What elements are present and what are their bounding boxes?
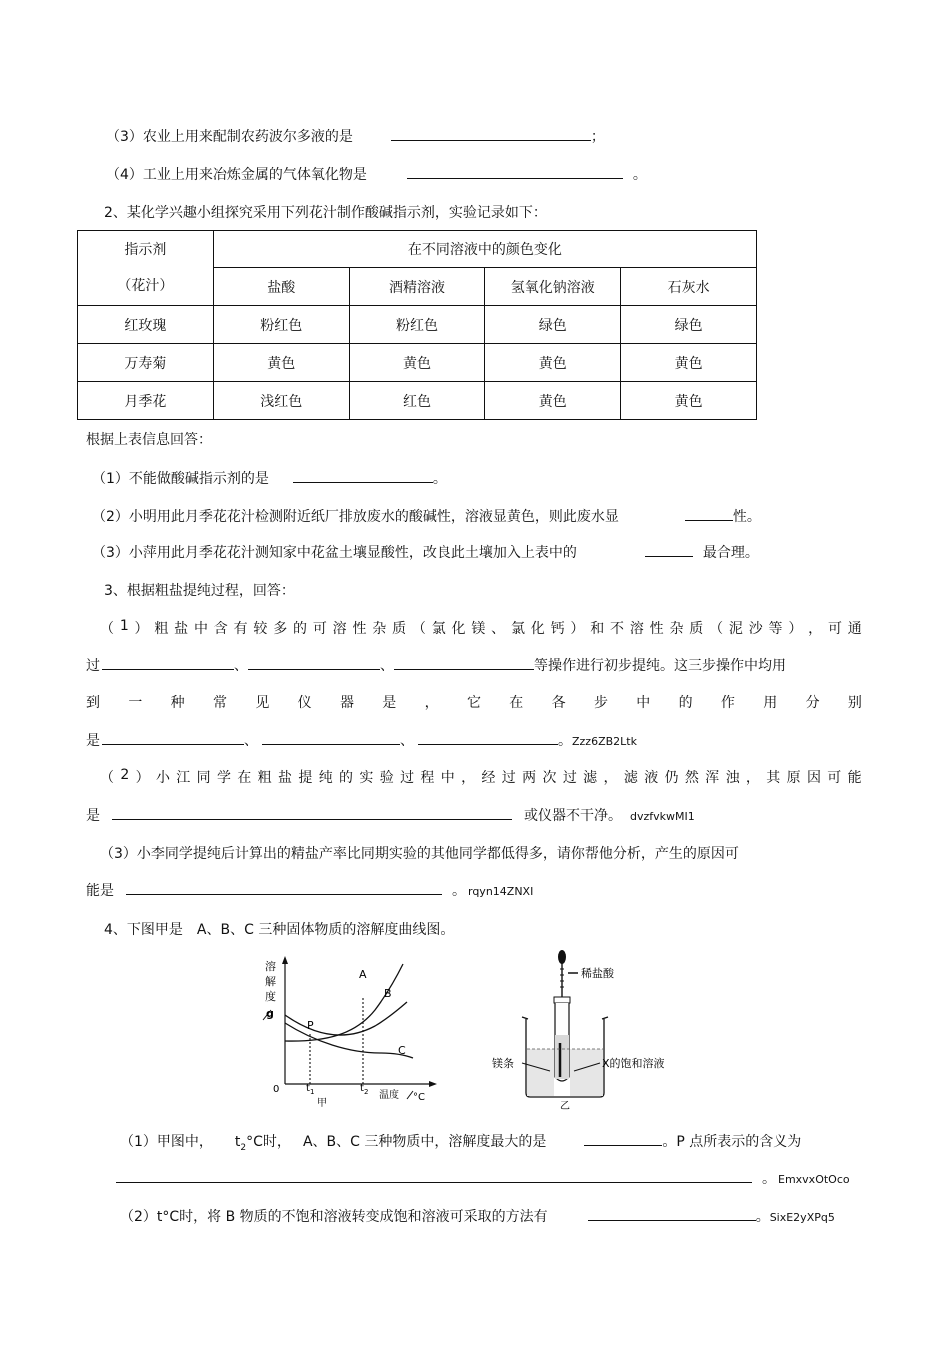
q3-blank-op2[interactable] — [248, 655, 380, 670]
table-cell: 粉红色 — [213, 306, 349, 344]
text-char: 氯 — [510, 621, 525, 637]
text-char: 粗 — [257, 770, 272, 786]
curve-a-label: A — [359, 968, 367, 981]
text-char: 小 — [155, 770, 170, 786]
text-segment: 。P 点所表示的含义为 — [662, 1134, 802, 1150]
q2-sub3-tail: 最合理。 — [702, 545, 759, 561]
text-char: 多 — [273, 621, 288, 637]
dropper-bulb-icon — [558, 950, 566, 964]
table-corner-line2: （花汁） — [117, 278, 174, 294]
table-cell: 黄色 — [213, 344, 349, 382]
t1-sub: 1 — [310, 1088, 315, 1096]
text-char: 两 — [522, 770, 537, 786]
text-char: 液 — [644, 770, 659, 786]
text-char: 镁 — [471, 621, 486, 637]
text-char: 步 — [593, 695, 608, 711]
tube-stopper — [554, 997, 570, 1003]
text-char: 种 — [170, 695, 185, 711]
q1-item3-text: （3）农业上用来配制农药波尔多液的是 — [106, 129, 353, 145]
text-char: 经 — [481, 770, 496, 786]
q4-sub1 — [120, 1131, 801, 1153]
t2-label: t — [360, 1083, 364, 1094]
solubility-curve-figure — [255, 950, 445, 1110]
text-segment: 、 — [244, 733, 258, 749]
text-char: 别 — [847, 695, 862, 711]
q3-blank-use3[interactable] — [418, 730, 558, 745]
q1-item3 — [106, 126, 605, 146]
text-char: 质 — [689, 621, 704, 637]
text-char: （ — [411, 621, 426, 637]
table-col-header: 氢氧化钠溶液 — [485, 268, 621, 306]
text-char: 到 — [86, 695, 100, 711]
mg-label: 镁条 — [492, 1057, 514, 1070]
x-axis-arrow-icon — [429, 1081, 437, 1087]
text-char: 程 — [420, 770, 435, 786]
q1-item4-tail: 。 — [632, 167, 647, 183]
q2-sub1-text: （1）不能做酸碱指示剂的是 — [92, 471, 269, 487]
text-char: 浑 — [705, 770, 720, 786]
q3-p1-line3 — [86, 692, 862, 712]
t1-label: t — [306, 1083, 310, 1094]
table-group-header: 在不同溶液中的颜色变化 — [213, 231, 756, 268]
table-row — [78, 306, 757, 344]
q3-p2-line1 — [100, 767, 862, 787]
text-char: 性 — [352, 621, 367, 637]
text-char: ） — [135, 770, 150, 786]
text-char: 作 — [720, 695, 735, 711]
text-char: 常 — [212, 695, 227, 711]
text-char: 是 — [382, 695, 397, 711]
text-char: 盐 — [174, 621, 189, 637]
text-char: 滤 — [583, 770, 598, 786]
table-cell: 绿色 — [485, 306, 621, 344]
text-char: 粗 — [154, 621, 169, 637]
table-cell: 黄色 — [621, 344, 757, 382]
text-char: ， — [461, 770, 476, 786]
text-char: 溶 — [629, 621, 644, 637]
text-char: 的 — [339, 770, 354, 786]
y-label-char: 解 — [265, 975, 276, 988]
table-cell: 粉红色 — [349, 306, 485, 344]
text-char: 次 — [542, 770, 557, 786]
text-char: 分 — [805, 695, 820, 711]
text-char: 然 — [684, 770, 699, 786]
text-segment: 。 — [558, 733, 572, 749]
text-char: 仪 — [297, 695, 312, 711]
table-row-name: 万寿菊 — [78, 344, 214, 382]
text-char: 提 — [298, 770, 313, 786]
q2-sub1-blank[interactable] — [293, 468, 433, 483]
text-segment: 等操作进行初步提纯。这三步操作中均用 — [534, 658, 786, 674]
text-char: 器 — [339, 695, 354, 711]
text-char: 氯 — [431, 621, 446, 637]
text-char: 滤 — [623, 770, 638, 786]
q3-blank-cause[interactable] — [126, 880, 442, 895]
table-row — [78, 344, 757, 382]
q3-blank-op3[interactable] — [394, 655, 534, 670]
text-char: ） — [570, 621, 585, 637]
text-char: 较 — [253, 621, 268, 637]
figure-yi-caption: 乙 — [560, 1101, 570, 1110]
q1-item3-tail: ； — [590, 129, 605, 145]
text-char: 江 — [176, 770, 191, 786]
text-char: 等 — [768, 621, 783, 637]
text-char: 可 — [827, 621, 842, 637]
table-col-header: 盐酸 — [213, 268, 349, 306]
text-segment: 、 — [400, 733, 414, 749]
text-char: 学 — [216, 770, 231, 786]
q3-p2-line2 — [86, 805, 695, 825]
text-segment: （1）甲图中， — [120, 1134, 213, 1150]
q4-sub2 — [120, 1206, 835, 1226]
text-char: 通 — [847, 621, 862, 637]
text-segment: A、B、C 三种物质中，溶解度最大的是 — [302, 1134, 547, 1150]
q1-item4 — [106, 164, 647, 184]
text-char: 2 — [120, 767, 130, 783]
doc-code: SixE2yXPq5 — [769, 1211, 835, 1224]
text-char: 质 — [392, 621, 407, 637]
text-char: 一 — [128, 695, 143, 711]
table-cell: 浅红色 — [213, 382, 349, 420]
q2-sub2-blank[interactable] — [685, 506, 733, 521]
q4-stem: 4、下图甲是 A、B、C 三种固体物质的溶解度曲线图。 — [104, 922, 455, 938]
text-segment: 。 — [452, 883, 466, 899]
text-segment: t — [234, 1134, 241, 1150]
text-segment: 。 — [762, 1171, 776, 1187]
solution-label: X的饱和溶液 — [602, 1057, 665, 1070]
q4-sub1-line2 — [116, 1168, 850, 1188]
text-char: 因 — [806, 770, 821, 786]
table-cell: 黄色 — [621, 382, 757, 420]
q3-blank-reason[interactable] — [112, 805, 512, 820]
table-col-header: 酒精溶液 — [349, 268, 485, 306]
q3-p3-line2 — [86, 880, 533, 900]
curve-b — [285, 1002, 407, 1035]
table-row-name: 月季花 — [78, 382, 214, 420]
text-char: 浊 — [725, 770, 740, 786]
q3-blank-use1[interactable] — [102, 730, 244, 745]
text-char: 1 — [119, 618, 129, 634]
y-label-char: 度 — [265, 990, 276, 1003]
point-p-label: P — [307, 1019, 314, 1032]
q2-sub3-blank[interactable] — [645, 542, 693, 557]
text-char: 见 — [255, 695, 270, 711]
q2-sub1-tail: 。 — [432, 471, 447, 487]
y-unit: g — [266, 1007, 274, 1020]
text-char: 过 — [501, 770, 516, 786]
table-col-header: 石灰水 — [621, 268, 757, 306]
text-char: 含 — [213, 621, 228, 637]
q2-stem: 2、某化学兴趣小组探究采用下列花汁制作酸碱指示剂，实验记录如下： — [104, 205, 547, 221]
text-char: 可 — [312, 621, 327, 637]
text-char: 化 — [530, 621, 545, 637]
text-char: 各 — [551, 695, 566, 711]
y-label-char: 溶 — [265, 960, 276, 973]
q1-item4-blank[interactable] — [407, 164, 623, 179]
text-char: 过 — [562, 770, 577, 786]
curve-b-label: B — [384, 987, 392, 1000]
table-row — [78, 382, 757, 420]
text-segment: 是 — [86, 733, 100, 749]
text-char: （ — [709, 621, 724, 637]
q4-blank-p-meaning[interactable] — [116, 1168, 752, 1183]
q2-answer-intro: 根据上表信息回答： — [86, 432, 212, 448]
text-char: 盐 — [278, 770, 293, 786]
text-char: 化 — [451, 621, 466, 637]
q1-item3-blank[interactable] — [391, 126, 591, 141]
q4-blank-method[interactable] — [588, 1206, 756, 1221]
q2-sub2 — [92, 506, 761, 526]
table-cell: 黄色 — [485, 382, 621, 420]
text-char: ， — [808, 621, 823, 637]
doc-code: dvzfvkwMI1 — [630, 810, 695, 823]
x-unit: °C — [413, 1092, 425, 1103]
doc-code: Zzz6ZB2Ltk — [572, 735, 637, 748]
text-segment: 是 — [86, 808, 100, 824]
text-char: 杂 — [669, 621, 684, 637]
text-char: 原 — [786, 770, 801, 786]
q3-p3-line1: （3）小李同学提纯后计算出的精盐产率比同期实验的其他同学都低得多，请你帮他分析，产生的原因可 — [100, 846, 739, 862]
text-char: （ — [100, 770, 114, 786]
q3-p1-line2 — [86, 655, 786, 675]
q1-item4-text: （4）工业上用来冶炼金属的气体氧化物是 — [106, 167, 367, 183]
text-char: 的 — [293, 621, 308, 637]
q2-sub2-tail: 性。 — [732, 509, 761, 525]
text-char: 中 — [636, 695, 651, 711]
q3-stem: 3、根据粗盐提纯过程，回答： — [104, 583, 295, 599]
text-char: 溶 — [332, 621, 347, 637]
text-char: ， — [603, 770, 618, 786]
text-segment: 能是 — [86, 883, 114, 899]
text-char: 有 — [233, 621, 248, 637]
text-char: ， — [745, 770, 760, 786]
table-cell: 绿色 — [621, 306, 757, 344]
text-char: 验 — [379, 770, 394, 786]
text-char: 纯 — [318, 770, 333, 786]
text-char: 在 — [509, 695, 524, 711]
q3-blank-use2[interactable] — [262, 730, 400, 745]
text-char: 泥 — [728, 621, 743, 637]
text-char: ， — [424, 695, 439, 711]
text-char: 同 — [196, 770, 211, 786]
text-char: 能 — [847, 770, 862, 786]
table-cell: 黄色 — [485, 344, 621, 382]
origin-label: 0 — [273, 1084, 280, 1095]
text-char: 杂 — [372, 621, 387, 637]
text-char: 可 — [827, 770, 842, 786]
text-segment: °C时， — [246, 1134, 291, 1150]
text-sub: 2 — [240, 1142, 247, 1153]
indicator-table — [77, 230, 757, 420]
beaker-solution-left — [527, 1049, 554, 1096]
text-char: 、 — [491, 621, 506, 637]
curve-c-label: C — [398, 1044, 406, 1057]
text-char: （ — [100, 621, 114, 637]
q4-blank-max[interactable] — [584, 1131, 662, 1146]
text-segment: 、 — [380, 658, 394, 674]
text-segment: 。 — [755, 1209, 770, 1225]
curve-a — [285, 964, 403, 1041]
q3-p1-line4 — [86, 730, 637, 750]
q2-sub3 — [92, 542, 759, 562]
q3-p1-line1 — [100, 618, 862, 638]
table-corner-line1: 指示剂 — [124, 242, 167, 258]
text-char: 性 — [649, 621, 664, 637]
table-row-name: 红玫瑰 — [78, 306, 214, 344]
table-corner-cell — [78, 231, 214, 306]
text-char: 在 — [237, 770, 252, 786]
text-char: 沙 — [748, 621, 763, 637]
text-char: ） — [134, 621, 149, 637]
text-segment: 、 — [234, 658, 248, 674]
text-char: 的 — [678, 695, 693, 711]
doc-code: EmxvxOtOco — [778, 1173, 850, 1186]
figure-jia-caption: 甲 — [317, 1098, 327, 1109]
text-char: 和 — [590, 621, 605, 637]
q3-blank-op1[interactable] — [102, 655, 234, 670]
table-cell: 红色 — [349, 382, 485, 420]
dropper-label: 稀盐酸 — [581, 967, 614, 980]
x-label: 温度 — [379, 1090, 399, 1101]
q2-sub1 — [92, 468, 447, 488]
text-char: 钙 — [550, 621, 565, 637]
beaker-solution-right — [570, 1049, 603, 1096]
tube-liquid — [555, 1035, 569, 1079]
doc-code: rqyn14ZNXI — [468, 885, 534, 898]
text-segment: 过 — [86, 658, 100, 674]
y-axis-arrow-icon — [282, 956, 288, 964]
text-segment: 或仪器不干净。 — [524, 808, 622, 824]
text-char: 仍 — [664, 770, 679, 786]
text-char: 中 — [440, 770, 455, 786]
text-char: 不 — [610, 621, 625, 637]
text-char: 中 — [193, 621, 208, 637]
text-char: 用 — [763, 695, 778, 711]
text-char: 过 — [400, 770, 415, 786]
q2-sub2-text: （2）小明用此月季花花汁检测附近纸厂排放废水的酸碱性，溶液显黄色，则此废水显 — [92, 509, 619, 525]
t2-sub: 2 — [364, 1088, 369, 1096]
q2-sub3-text: （3）小萍用此月季花花汁测知家中花盆土壤显酸性，改良此土壤加入上表中的 — [92, 545, 577, 561]
text-char: 其 — [766, 770, 781, 786]
beaker-apparatus-figure — [488, 945, 698, 1110]
text-char: ） — [788, 621, 803, 637]
text-char: 实 — [359, 770, 374, 786]
text-segment: （2）t°C时，将 B 物质的不饱和溶液转变成饱和溶液可采取的方法有 — [120, 1209, 548, 1225]
text-char: 它 — [466, 695, 481, 711]
table-cell: 黄色 — [349, 344, 485, 382]
